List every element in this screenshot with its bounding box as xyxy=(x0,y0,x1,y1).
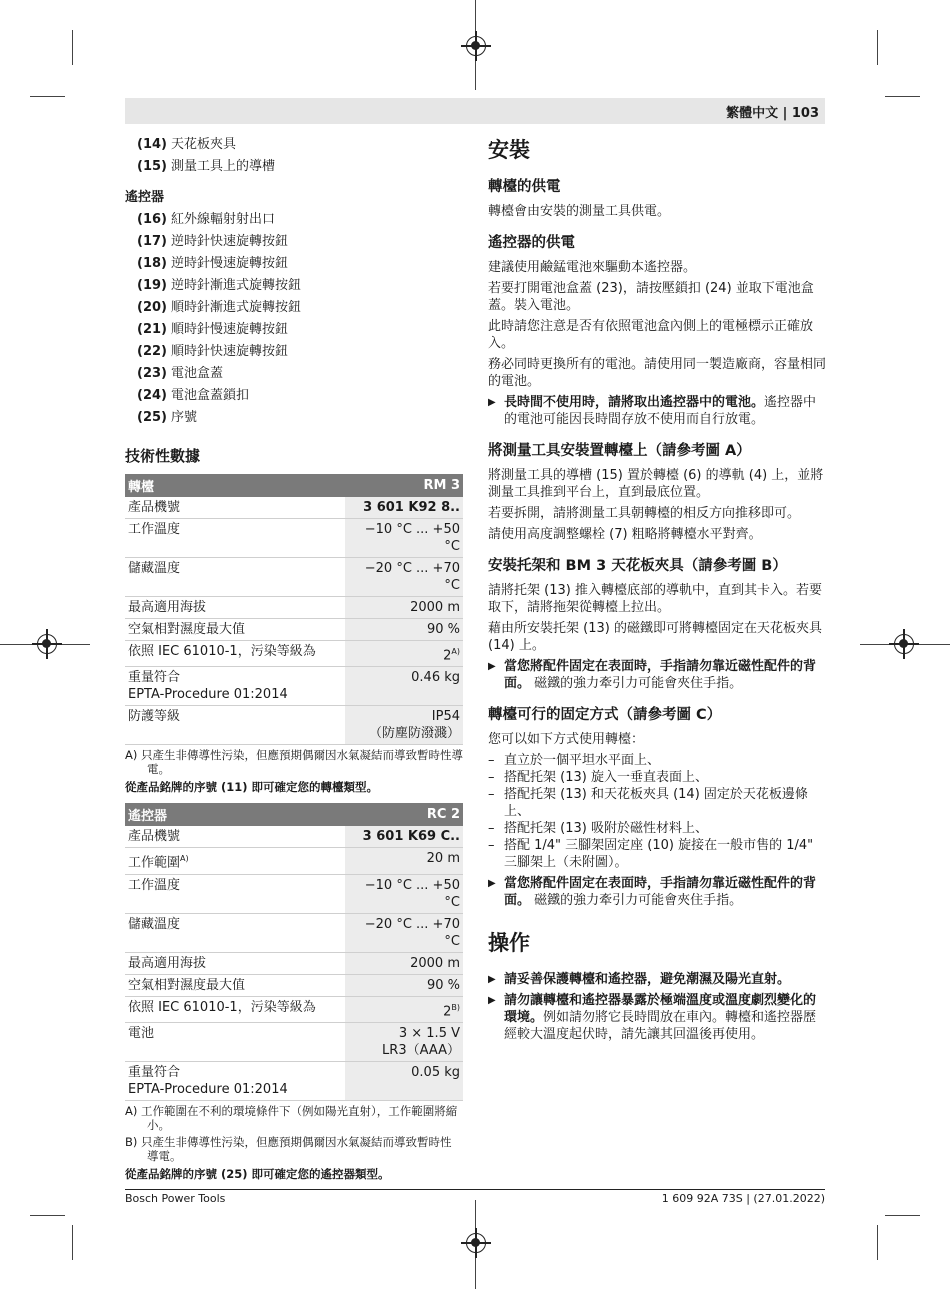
list-item: (17) 逆時針快速旋轉按鈕 xyxy=(137,234,288,249)
crop-mark xyxy=(72,30,73,65)
table-footnote: A) 工作範圍在不利的環境條件下（例如陽光直射），工作範圍將縮小。 xyxy=(125,1103,458,1132)
section-title-install: 安裝 xyxy=(488,138,530,162)
subsection-title: 轉檯的供電 xyxy=(488,179,561,195)
footer-doc-number: 1 609 92A 73S | (27.01.2022) xyxy=(661,1192,825,1205)
table-row: 儲藏溫度 −20 °C ... +70 °C xyxy=(125,913,463,952)
table-row: 依照 IEC 61010-1，污染等級為 $2^{A)}$ xyxy=(125,641,463,667)
list-item: (22) 順時針快速旋轉按鈕 xyxy=(137,344,288,359)
list-item: (24) 電池盒蓋鎖扣 xyxy=(137,388,249,403)
table-row: 空氣相對濕度最大值 90 % xyxy=(125,974,463,996)
page-number: 繁體中文 | 103 xyxy=(726,106,819,121)
warning-bullet: ▶ 當您將配件固定在表面時，手指請勿靠近磁性配件的背面。 磁鐵的強力牽引力可能會夾住手指。 xyxy=(488,658,826,692)
table-row: 工作溫度 −10 °C ... +50 °C xyxy=(125,874,463,913)
table-row: 產品機號 3 601 K92 8.. xyxy=(125,497,463,519)
table-header-label: 遙控器 xyxy=(125,803,345,826)
list-item: (19) 逆時針漸進式旋轉按鈕 xyxy=(137,278,301,293)
remote-heading: 遙控器 xyxy=(125,190,165,205)
page-header xyxy=(125,98,825,124)
section-title-operation: 操作 xyxy=(488,931,530,955)
list-item: (14) 天花板夾具 xyxy=(137,137,236,152)
crop-mark xyxy=(877,30,878,65)
parts-list-top xyxy=(125,134,463,178)
paragraph: 轉檯會由安裝的測量工具供電。 xyxy=(488,204,671,219)
list-item: (20) 順時針漸進式旋轉按鈕 xyxy=(137,300,301,315)
list-item: – 搭配托架 (13) 吸附於磁性材料上、 xyxy=(488,820,826,837)
list-item: (18) 逆時針慢速旋轉按鈕 xyxy=(137,256,288,271)
warning-bullet: ▶ 當您將配件固定在表面時，手指請勿靠近磁性配件的背面。 磁鐵的強力牽引力可能會夾住手指。 xyxy=(488,875,826,909)
list-item: (15) 測量工具上的導槽 xyxy=(137,159,275,174)
table-footnote: A) 只產生非傳導性污染，但應預期偶爾因水氣凝結而導致暫時性導電。 xyxy=(125,748,464,777)
table-row: 電池 3 × 1.5 V LR3（AAA） xyxy=(125,1022,463,1061)
table-row: 空氣相對濕度最大值 90 % xyxy=(125,619,463,641)
list-item: (16) 紅外線輻射射出口 xyxy=(137,212,275,227)
table-row: 工作溫度 −10 °C ... +50 °C xyxy=(125,519,463,558)
registration-mark-icon xyxy=(37,634,57,654)
list-item: – 直立於一個平坦水平面上、 xyxy=(488,752,826,769)
turntable-spec-table xyxy=(125,474,463,745)
paragraph: 您可以如下方式使用轉檯： xyxy=(488,732,645,747)
table-row: 防護等級 IP54 （防塵防潑濺） xyxy=(125,706,463,745)
remote-spec-table xyxy=(125,803,463,1101)
table-row: 產品機號 3 601 K69 C.. xyxy=(125,826,463,848)
table-header-row xyxy=(125,803,463,826)
list-item: (25) 序號 xyxy=(137,410,197,425)
paragraph: 將測量工具的導槽 (15) 置於轉檯 (6) 的導軌 (4) 上，並將測量工具推到平台上，直到最底位置。 xyxy=(488,468,824,500)
footer-brand: Bosch Power Tools xyxy=(125,1192,226,1205)
paragraph: 若要拆開，請將測量工具朝轉檯的相反方向推移即可。 xyxy=(488,506,801,521)
table-row: 重量符合 EPTA-Procedure 01:2014 0.46 kg xyxy=(125,667,463,706)
table-header-row xyxy=(125,474,463,497)
table-row: 工作範圍$^{A)}$ 20 m xyxy=(125,848,463,874)
registration-mark-icon xyxy=(466,1233,486,1253)
registration-mark-icon xyxy=(466,36,486,56)
table-header-label: 轉檯 xyxy=(125,474,345,497)
footer-divider xyxy=(125,1189,825,1190)
paragraph: 若要打開電池盒蓋 (23)，請按壓鎖扣 (24) 並取下電池盒蓋。裝入電池。 xyxy=(488,281,814,313)
subsection-title: 安裝托架和 BM 3 天花板夾具（請參考圖 B） xyxy=(488,558,787,574)
paragraph: 請使用高度調整螺栓 (7) 粗略將轉檯水平對齊。 xyxy=(488,527,762,542)
list-item: – 搭配 1/4" 三腳架固定座 (10) 旋接在一般市售的 1/4" 三腳架上（未附圖）。 xyxy=(488,837,826,871)
table-row: 儲藏溫度 −20 °C ... +70 °C xyxy=(125,558,463,597)
table-serial-note: 從產品銘牌的序號 (25) 即可確定您的遙控器類型。 xyxy=(125,1166,390,1181)
crop-mark xyxy=(30,96,65,97)
crop-mark xyxy=(30,1215,65,1216)
list-item: – 搭配托架 (13) 和天花板夾具 (14) 固定於天花板邊條上、 xyxy=(488,786,826,820)
paragraph: 藉由所安裝托架 (13) 的磁鐵即可將轉檯固定在天花板夾具 (14) 上。 xyxy=(488,621,822,653)
subsection-title: 遙控器的供電 xyxy=(488,235,575,251)
table-header-model: RM 3 xyxy=(345,474,463,497)
warning-bullet: ▶ 請勿讓轉檯和遙控器暴露於極端溫度或溫度劇烈變化的環境。例如請勿將它長時間放在車內。轉檯和遙控器歷經較大溫度起伏時，請先讓其回溫後再使用。 xyxy=(488,992,826,1043)
parts-list-remote xyxy=(125,209,463,429)
paragraph: 此時請您注意是否有依照電池盒內側上的電極標示正確放入。 xyxy=(488,319,814,351)
table-serial-note: 從產品銘牌的序號 (11) 即可確定您的轉檯類型。 xyxy=(125,780,379,795)
table-header-model: RC 2 xyxy=(345,803,463,826)
crop-mark xyxy=(877,1225,878,1260)
subsection-title: 將測量工具安裝置轉檯上（請參考圖 A） xyxy=(488,443,751,459)
registration-mark-icon xyxy=(894,634,914,654)
paragraph: 請將托架 (13) 推入轉檯底部的導軌中，直到其卡入。若要取下，請將拖架從轉檯上拉出。 xyxy=(488,583,822,615)
tech-data-heading: 技術性數據 xyxy=(125,447,201,465)
paragraph: 建議使用鹼錳電池來驅動本遙控器。 xyxy=(488,260,697,275)
table-row: 依照 IEC 61010-1，污染等級為 $2^{B)}$ xyxy=(125,996,463,1022)
subsection-title: 轉檯可行的固定方式（請參考圖 C） xyxy=(488,707,722,723)
table-footnote: B) 只產生非傳導性污染，但應預期偶爾因水氣凝結而導致暫時性導電。 xyxy=(125,1134,452,1163)
warning-bullet: ▶ 長時間不使用時，請將取出遙控器中的電池。遙控器中的電池可能因長時間存放不使用而自行放電。 xyxy=(488,394,826,428)
left-column xyxy=(125,134,463,1190)
table-row: 最高適用海拔 2000 m xyxy=(125,597,463,619)
table-row: 最高適用海拔 2000 m xyxy=(125,952,463,974)
list-item: (21) 順時針慢速旋轉按鈕 xyxy=(137,322,288,337)
list-item: – 搭配托架 (13) 旋入一垂直表面上、 xyxy=(488,769,826,786)
list-item: (23) 電池盒蓋 xyxy=(137,366,223,381)
paragraph: 務必同時更換所有的電池。請使用同一製造廠商，容量相同的電池。 xyxy=(488,357,827,389)
crop-mark xyxy=(72,1225,73,1260)
crop-mark xyxy=(885,96,920,97)
table-row: 重量符合 EPTA-Procedure 01:2014 0.05 kg xyxy=(125,1061,463,1100)
warning-bullet: ▶ 請妥善保護轉檯和遙控器，避免潮濕及陽光直射。 xyxy=(488,971,826,988)
right-column xyxy=(488,134,826,1047)
crop-mark xyxy=(885,1215,920,1216)
